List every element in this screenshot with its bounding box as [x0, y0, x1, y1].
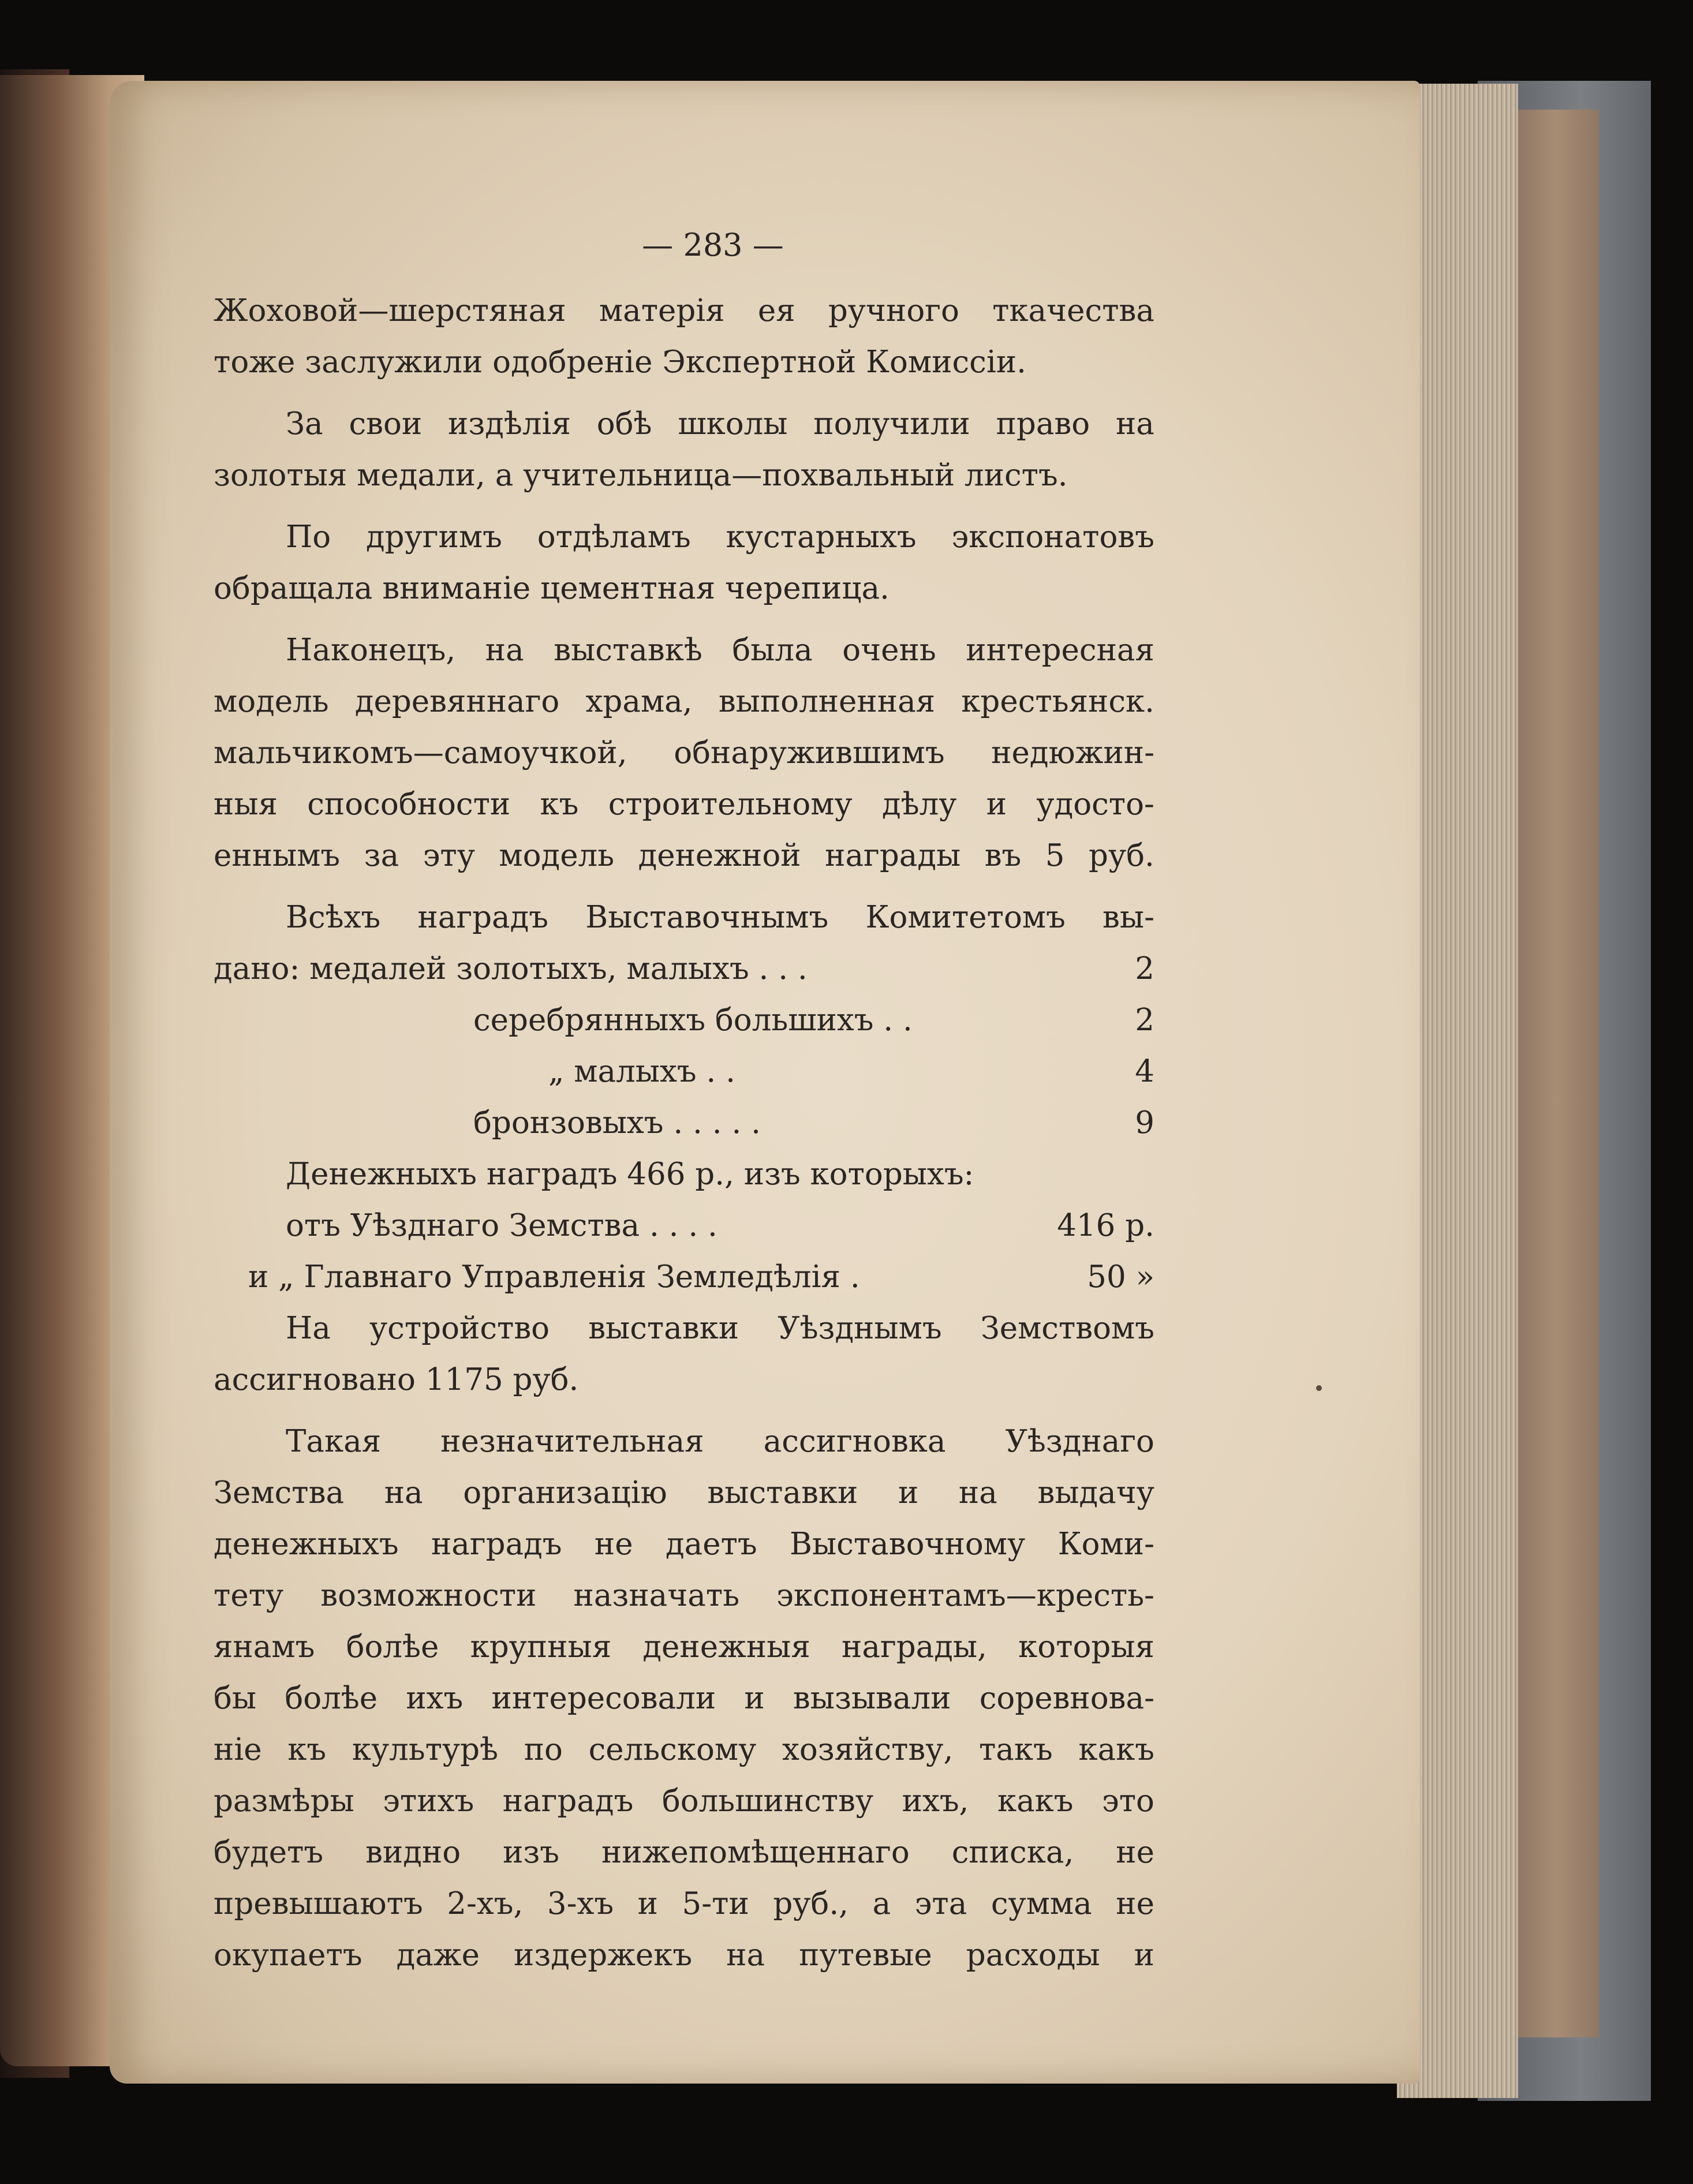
paragraph-2: [214, 398, 1154, 501]
word: путевые: [799, 1938, 932, 1973]
page-number: — 283 —: [642, 227, 784, 263]
word: назначать: [573, 1578, 740, 1613]
word: выставкѣ: [554, 633, 702, 668]
text-line: [214, 676, 1154, 727]
word: денежныхъ: [214, 1527, 399, 1562]
word: Такая: [286, 1424, 382, 1459]
word: недюжин-: [991, 735, 1154, 771]
word: не: [594, 1527, 633, 1562]
award-label: дано: медалей золотыхъ, малыхъ . . .: [214, 951, 808, 986]
word: болѣе: [285, 1681, 378, 1716]
word: кустарныхъ: [726, 519, 917, 555]
text-line: [214, 1467, 1154, 1519]
word: 2-хъ,: [447, 1886, 524, 1921]
word: какъ: [997, 1783, 1074, 1819]
word: нижепомѣщеннаго: [601, 1835, 910, 1870]
word: модель: [214, 684, 329, 719]
award-row: [214, 994, 1154, 1046]
word: мальчикомъ—самоучкой,: [214, 735, 627, 771]
word: къ: [287, 1732, 327, 1767]
word: вызывали: [793, 1681, 951, 1716]
word: обѣ: [596, 406, 652, 442]
award-label: серебрянныхъ большихъ . .: [473, 1003, 913, 1038]
money-label: и „ Главнаго Управленія Земледѣлія .: [248, 1259, 860, 1295]
word: получили: [813, 406, 970, 442]
word: бы: [214, 1681, 257, 1716]
word: возможности: [320, 1578, 537, 1613]
word: Земства: [214, 1475, 345, 1510]
text-line: [214, 511, 1154, 563]
word: даже: [396, 1938, 480, 1973]
word: сельскому: [588, 1732, 757, 1767]
word: Уѣзднаго: [1005, 1424, 1154, 1459]
page-text: [214, 219, 1154, 1981]
text-line: ассигновано 1175 руб.: [214, 1362, 579, 1397]
word: списка,: [951, 1835, 1074, 1870]
word: сумма: [991, 1886, 1092, 1921]
word: крестьянск.: [961, 684, 1154, 719]
money-intro: Денежныхъ наградъ 466 р., изъ которыхъ:: [286, 1157, 974, 1192]
word: очень: [842, 633, 936, 668]
word: экспонентамъ—кресть-: [776, 1578, 1154, 1613]
money-value: 416 р.: [1057, 1208, 1154, 1243]
ink-speck: [1316, 1385, 1322, 1391]
word: интересовали: [491, 1681, 716, 1716]
word: За: [286, 406, 323, 442]
word: денежной: [638, 838, 801, 873]
word: эта: [914, 1886, 967, 1921]
word: и: [637, 1886, 658, 1921]
word: ніе: [214, 1732, 262, 1767]
word: издержекъ: [514, 1938, 693, 1973]
word: окупаетъ: [214, 1938, 362, 1973]
word: и: [1134, 1938, 1154, 1973]
award-value: 2: [1135, 1003, 1154, 1038]
paragraph-5: [214, 1303, 1154, 1405]
word: устройство: [369, 1311, 550, 1346]
award-label: „ малыхъ . .: [548, 1054, 735, 1089]
award-row: [214, 943, 1154, 994]
word: еннымъ: [214, 838, 341, 873]
awards-intro: [214, 892, 1154, 943]
paragraph-4: [214, 624, 1154, 881]
award-value: 2: [1135, 951, 1154, 986]
word: отдѣламъ: [537, 519, 691, 555]
word: видно: [365, 1835, 461, 1870]
text-line: [214, 1570, 1154, 1621]
award-row: [214, 1046, 1154, 1097]
text-line: [214, 1621, 1154, 1673]
word: денежныя: [642, 1629, 810, 1665]
word: По: [286, 519, 331, 555]
word: была: [732, 633, 813, 668]
word: право: [996, 406, 1090, 442]
word: ихъ,: [902, 1783, 969, 1819]
word: которыя: [1018, 1629, 1154, 1665]
word: хозяйству,: [782, 1732, 954, 1767]
word: другимъ: [366, 519, 502, 555]
text-line: [214, 1303, 1154, 1354]
word: школы: [678, 406, 788, 442]
word: деревяннаго: [354, 684, 560, 719]
word: вы-: [1102, 900, 1154, 935]
word: большинству: [661, 1783, 874, 1819]
text-line: [214, 1929, 1154, 1981]
word: за: [364, 838, 399, 873]
word: Выставочному: [790, 1527, 1026, 1562]
money-row: [214, 1251, 1154, 1303]
word: матерія: [599, 293, 725, 328]
word: 5-ти: [682, 1886, 749, 1921]
word: на: [485, 633, 524, 668]
word: выдачу: [1037, 1475, 1154, 1510]
word: руб.,: [773, 1886, 849, 1921]
word: На: [286, 1311, 331, 1346]
text-line: [214, 1416, 1154, 1467]
word: какъ: [1078, 1732, 1154, 1767]
word: свои: [349, 406, 423, 442]
word: на: [726, 1938, 765, 1973]
award-value: 9: [1135, 1105, 1154, 1140]
text-line: тоже заслужили одобреніе Экспертной Комиссіи.: [214, 345, 1026, 380]
word: Всѣхъ: [286, 900, 381, 935]
word: это: [1102, 1783, 1154, 1819]
word: 5: [1045, 838, 1065, 873]
money-value: 50 »: [1087, 1259, 1154, 1295]
word: и: [898, 1475, 919, 1510]
word: въ: [984, 838, 1022, 873]
word: къ: [540, 787, 579, 822]
word: удосто-: [1036, 787, 1154, 822]
word: 3-хъ: [547, 1886, 614, 1921]
word: ныя: [214, 787, 278, 822]
award-value: 4: [1135, 1054, 1154, 1089]
word: не: [1116, 1835, 1154, 1870]
word: ихъ: [406, 1681, 464, 1716]
word: Выставочнымъ: [585, 900, 829, 935]
word: превышаютъ: [214, 1886, 423, 1921]
word: эту: [423, 838, 475, 873]
text-line: золотыя медали, а учительница—похвальный листъ.: [214, 458, 1068, 493]
awards-section: [214, 892, 1154, 1149]
award-label: бронзовыхъ . . . . .: [473, 1105, 761, 1140]
word: ткачества: [992, 293, 1154, 328]
text-line: [214, 1519, 1154, 1570]
word: даетъ: [666, 1527, 757, 1562]
word: соревнова-: [979, 1681, 1154, 1716]
money-section: [214, 1149, 1154, 1303]
word: награды: [825, 838, 961, 873]
word: Земствомъ: [980, 1311, 1154, 1346]
word: дѣлу: [882, 787, 957, 822]
word: Наконецъ,: [286, 633, 456, 668]
text-line: [214, 398, 1154, 450]
word: не: [1116, 1886, 1154, 1921]
word: награды,: [842, 1629, 987, 1665]
word: расходы: [966, 1938, 1100, 1973]
word: выполненная: [718, 684, 936, 719]
word: руб.: [1089, 838, 1154, 873]
word: незначительная: [440, 1424, 704, 1459]
word: такъ: [978, 1732, 1053, 1767]
word: этихъ: [383, 1783, 474, 1819]
word: по: [524, 1732, 563, 1767]
word: болѣе: [346, 1629, 439, 1665]
paragraph-1: [214, 285, 1154, 388]
word: янамъ: [214, 1629, 315, 1665]
text-line: [214, 779, 1154, 830]
word: способности: [307, 787, 511, 822]
text-line: [214, 1827, 1154, 1878]
text-line: [214, 285, 1154, 336]
word: модель: [499, 838, 615, 873]
word: издѣлія: [448, 406, 571, 442]
text-line: [214, 1673, 1154, 1724]
money-row: [214, 1200, 1154, 1251]
word: организацію: [463, 1475, 667, 1510]
word: Уѣзднымъ: [778, 1311, 942, 1346]
paragraph-6: [214, 1416, 1154, 1981]
word: а: [872, 1886, 891, 1921]
text-line: [214, 1878, 1154, 1929]
word: выставки: [588, 1311, 739, 1346]
text-line: [214, 1775, 1154, 1827]
text-line: [214, 727, 1154, 779]
word: изъ: [503, 1835, 560, 1870]
word: тету: [214, 1578, 284, 1613]
word: строительному: [608, 787, 853, 822]
word: наградъ: [417, 900, 549, 935]
text-line: [214, 830, 1154, 881]
word: Комитетомъ: [865, 900, 1066, 935]
word: экспонатовъ: [951, 519, 1154, 555]
text-line: [214, 1724, 1154, 1775]
word: и: [744, 1681, 765, 1716]
back-board: [1512, 110, 1599, 2037]
word: и: [986, 787, 1007, 822]
word: наградъ: [431, 1527, 562, 1562]
word: ручного: [828, 293, 959, 328]
word: храма,: [585, 684, 693, 719]
word: интересная: [966, 633, 1154, 668]
text-line: обращала вниманіе цементная черепица.: [214, 571, 890, 606]
text-line: [214, 624, 1154, 676]
word: наградъ: [502, 1783, 634, 1819]
word: на: [958, 1475, 997, 1510]
word: на: [384, 1475, 423, 1510]
award-row: [214, 1097, 1154, 1149]
word: размѣры: [214, 1783, 354, 1819]
paragraph-3: [214, 511, 1154, 614]
word: крупныя: [470, 1629, 612, 1665]
word: культурѣ: [352, 1732, 499, 1767]
word: ассигновка: [763, 1424, 946, 1459]
word: Коми-: [1057, 1527, 1154, 1562]
money-label: отъ Уѣзднаго Земства . . . .: [286, 1208, 717, 1243]
word: выставки: [707, 1475, 858, 1510]
word: на: [1115, 406, 1154, 442]
word: ея: [757, 293, 795, 328]
word: будетъ: [214, 1835, 324, 1870]
word: обнаружившимъ: [674, 735, 945, 771]
word: Жоховой—шерстяная: [214, 293, 566, 328]
